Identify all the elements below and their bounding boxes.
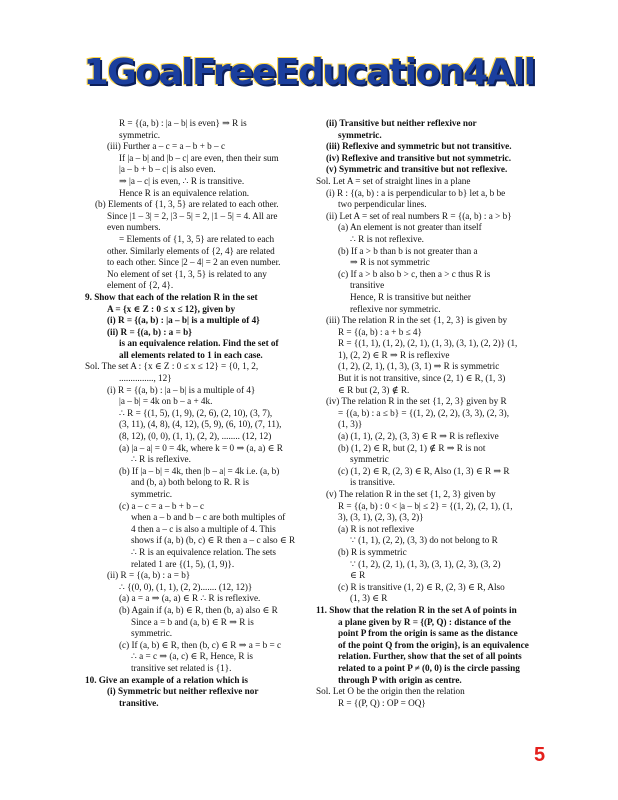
- text-line: ..............., 12}: [119, 373, 172, 384]
- text-line: transitive set related is {1}.: [131, 662, 232, 673]
- text-line: symmetric.: [338, 129, 382, 140]
- text-line: (i) Symmetric but neither reflexive nor: [107, 686, 259, 697]
- page-number: 5: [534, 744, 546, 766]
- right-column: [316, 118, 542, 709]
- text-line: No element of set {1, 3, 5} is related to any: [107, 268, 267, 279]
- text-line: even numbers.: [107, 222, 161, 233]
- text-line: (c) If (a, b) ∈ R, then (b, c) ∈ R ⇒ a = b = c: [119, 639, 282, 650]
- text-line: R = {(a, b) : a + b ≤ 4}: [338, 326, 422, 337]
- text-line: = {(a, b) : a ≤ b} = {(1, 2), (2, 2), (3, 3), (2, 3),: [338, 407, 510, 418]
- text-line: point P from the origin is same as the distance: [338, 628, 518, 639]
- text-line: (1, 3) ∈ R: [350, 593, 388, 604]
- text-line: ∵ (1, 1), (2, 2), (3, 3) do not belong to R: [350, 535, 498, 546]
- text-line: Since a = b and (a, b) ∈ R ⇒ R is: [131, 616, 254, 627]
- text-line: But it is not transitive, since (2, 1) ∈ R, (1, 3): [338, 373, 506, 384]
- text-line: Sol. Let A = set of straight lines in a plane: [316, 175, 471, 186]
- text-line: symmetric: [350, 454, 389, 465]
- text-line: reflexive nor symmetric.: [350, 303, 441, 314]
- text-line: element of {2, 4}.: [107, 280, 174, 291]
- text-line: (c) a – c = a – b + b – c: [119, 500, 205, 511]
- text-line: (c) If a > b also b > c, then a > c thus R is: [338, 268, 491, 279]
- text-line: (1, 2), (2, 1), (1, 3), (3, 1) ⇒ R is symmetric: [338, 361, 500, 372]
- text-line: (iii) Reflexive and symmetric but not transitive.: [326, 141, 512, 152]
- text-line: ∈ R but (2, 3) ∉ R.: [338, 384, 410, 395]
- text-line: 3), (3, 1), (2, 3), (3, 2)}: [338, 512, 424, 523]
- text-line: 9. Show that each of the relation R in the set: [85, 291, 258, 302]
- text-line: (c) (1, 2) ∈ R, (2, 3) ∈ R, Also (1, 3) ∈ R ⇒ R: [338, 465, 510, 476]
- text-line: symmetric.: [131, 489, 173, 499]
- text-line: (b) Elements of {1, 3, 5} are related to each other.: [95, 199, 279, 210]
- text-line: R = {(a, b) : 0 < |a – b| ≤ 2} = {(1, 2), (2, 1), (1,: [338, 500, 513, 511]
- text-line: ∴ R is reflexive.: [131, 454, 191, 465]
- text-line: (i) R : {(a, b) : a is perpendicular to b} let a, b be: [326, 187, 506, 198]
- text-line: ∈ R: [350, 570, 366, 581]
- text-line: (ii) R = {(a, b) : a = b}: [107, 326, 192, 337]
- text-line: (a) |a – a| = 0 = 4k, where k = 0 ⇒ (a, a) ∈ R: [119, 442, 283, 453]
- text-line: (ii) Transitive but neither reflexive nor: [326, 118, 477, 128]
- text-line: shows if (a, b) (b, c) ∈ R then a – c also ∈ R: [131, 535, 296, 546]
- text-line: (b) (1, 2) ∈ R, but (2, 1) ∉ R ⇒ R is not: [338, 442, 486, 453]
- text-line: transitive: [350, 280, 385, 291]
- text-line: is an equivalence relation. Find the set of: [119, 338, 279, 349]
- text-line: (a) R is not reflexive: [338, 523, 415, 534]
- text-line: is transitive.: [350, 477, 395, 488]
- text-line: (iii) The relation R in the set {1, 2, 3} is given by: [326, 315, 508, 326]
- text-line: (8, 12), (0, 0), (1, 1), (2, 2), ........ (12, 12): [119, 431, 272, 442]
- text-line: when a – b and b – c are both multiples of: [131, 512, 286, 523]
- text-line: |a – b| = 4k on b – a + 4k.: [119, 396, 213, 407]
- text-line: 10. Give an example of a relation which is: [85, 674, 248, 685]
- text-line: = Elements of {1, 3, 5} are related to each: [119, 233, 275, 244]
- text-line: all elements related to 1 in each case.: [119, 349, 263, 360]
- text-line: symmetric.: [131, 628, 173, 639]
- text-line: R = {(P, Q) : OP = OQ}: [338, 697, 426, 708]
- text-line: ∴ a = c ⇒ (a, c) ∈ R, Hence, R is: [131, 651, 253, 662]
- text-line: and (b, a) both belong to R. R is: [131, 477, 249, 488]
- text-line: (i) R = {(a, b) : |a – b| is a multiple of 4}: [107, 315, 260, 326]
- text-line: ⇒ R is not symmetric: [350, 257, 430, 268]
- text-line: R = {(1, 1), (1, 2), (2, 1), (1, 3), (3, 1), (2, 2)} (1,: [338, 338, 518, 349]
- text-line: related to a point P ≠ (0, 0) is the circle passing: [338, 662, 520, 673]
- text-line: 1), (2, 2) ∈ R ⇒ R is reflexive: [338, 349, 450, 360]
- text-line: transitive.: [119, 697, 159, 708]
- text-line: Sol. The set A : {x ∈ Z : 0 ≤ x ≤ 12} = {0, 1, 2,: [85, 361, 259, 372]
- text-line: (iv) The relation R in the set {1, 2, 3} given by R: [326, 396, 507, 407]
- text-line: ∴ {(0, 0), (1, 1), (2, 2)....... (12, 12)}: [119, 581, 253, 592]
- text-line: to each other. Since |2 – 4| = 2 an even number.: [107, 257, 281, 268]
- text-line: Hence, R is transitive but neither: [350, 291, 471, 302]
- text-line: 4 then a – c is also a multiple of 4. This: [131, 523, 276, 534]
- text-line: (i) R = {(a, b) : |a – b| is a multiple of 4}: [107, 384, 256, 395]
- text-line: ⇒ |a – c| is even, ∴ R is transitive.: [119, 175, 245, 186]
- text-line: R = {(a, b) : |a – b| is even} ⇒ R is: [119, 118, 247, 128]
- text-line: a plane given by R = {(P, Q) : distance of the: [338, 616, 511, 627]
- text-line: (a) (1, 1), (2, 2), (3, 3) ∈ R ⇒ R is reflexive: [338, 431, 499, 442]
- text-line: A = {x ∈ Z : 0 ≤ x ≤ 12}, given by: [107, 303, 236, 314]
- text-line: (v) Symmetric and transitive but not reflexive.: [326, 164, 508, 175]
- text-line: (ii) Let A = set of real numbers R = {(a, b) : a > b}: [326, 210, 512, 221]
- text-line: (b) If |a – b| = 4k, then |b – a| = 4k i.e. (a, b): [119, 465, 280, 476]
- left-column: [85, 118, 313, 709]
- site-logo-banner: 1GoalFreeEducation4All: [83, 52, 535, 93]
- text-line: (b) If a > b than b is not greater than a: [338, 245, 478, 256]
- text-line: (c) R is transitive (1, 2) ∈ R, (2, 3) ∈ R, Also: [338, 581, 505, 592]
- text-line: ∵ (1, 2), (2, 1), (1, 3), (3, 1), (2, 3), (3, 2): [350, 558, 501, 569]
- text-line: two perpendicular lines.: [338, 199, 427, 210]
- text-line: related 1 are {(1, 5), (1, 9)}.: [131, 558, 235, 569]
- text-line: other. Similarly elements of {2, 4} are related: [107, 245, 275, 256]
- text-line: If |a – b| and |b – c| are even, then their sum: [119, 152, 279, 163]
- text-line: (b) R is symmetric: [338, 546, 407, 557]
- text-line: ∴ R = {(1, 5), (1, 9), (2, 6), (2, 10), (3, 7),: [119, 407, 273, 418]
- text-line: (iii) Further a – c = a – b + b – c: [107, 141, 226, 152]
- text-line: through P with origin as centre.: [338, 674, 462, 685]
- text-line: Since |1 – 3| = 2, |3 – 5| = 2, |1 – 5| = 4. All are: [107, 210, 278, 221]
- text-line: 11. Show that the relation R in the set A of points in: [316, 604, 517, 615]
- text-line: (iv) Reflexive and transitive but not symmetric.: [326, 152, 511, 163]
- text-line: of the point Q from the origin}, is an equivalence: [338, 639, 529, 650]
- text-line: (1, 3)}: [338, 419, 363, 430]
- text-line: (ii) R = {(a, b) : a = b}: [107, 570, 191, 581]
- text-line: (3, 11), (4, 8), (4, 12), (5, 9), (6, 10), (7, 11),: [119, 419, 282, 430]
- text-line: relation. Further, show that the set of all points: [338, 651, 522, 662]
- text-line: ∴ R is an equivalence relation. The sets: [131, 546, 276, 557]
- text-line: Hence R is an equivalence relation.: [119, 187, 250, 198]
- text-line: (a) a = a ⇒ (a, a) ∈ R ∴ R is reflexive.: [119, 593, 261, 604]
- text-line: (b) Again if (a, b) ∈ R, then (b, a) also ∈ R: [119, 604, 278, 615]
- text-line: ∴ R is not reflexive.: [350, 233, 424, 244]
- text-line: symmetric.: [119, 129, 161, 140]
- text-line: |a – b + b – c| is also even.: [119, 164, 216, 175]
- text-line: (v) The relation R in the set {1, 2, 3} given by: [326, 489, 496, 499]
- text-line: Sol. Let O be the origin then the relation: [316, 686, 465, 697]
- text-line: (a) An element is not greater than itself: [338, 222, 482, 233]
